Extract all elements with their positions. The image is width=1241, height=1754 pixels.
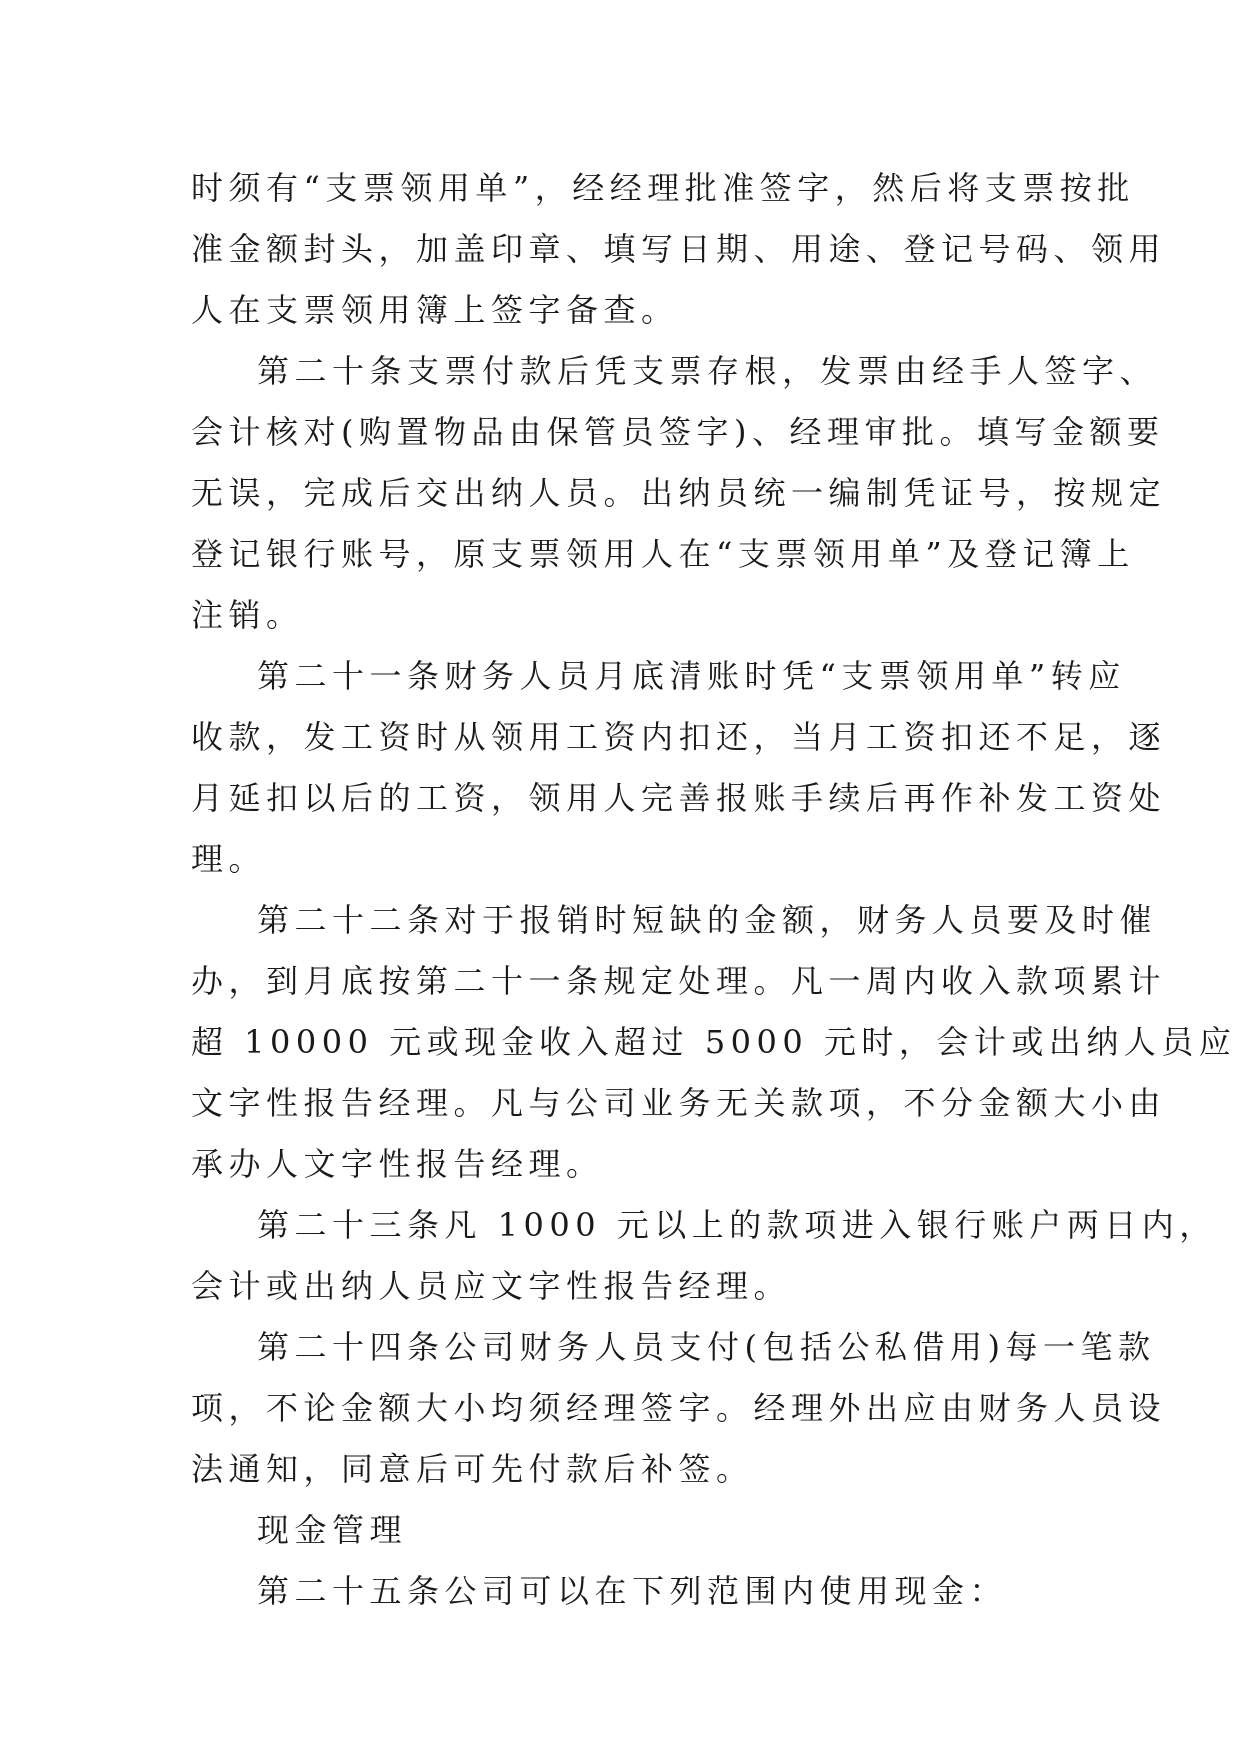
text-line: 项，不论金额大小均须经理签字。经理外出应由财务人员设 <box>191 1389 1167 1427</box>
text-line: 现金管理 <box>257 1511 408 1549</box>
text-line: 第二十一条财务人员月底清账时凭“支票领用单”转应 <box>257 657 1126 695</box>
text-line: 收款，发工资时从领用工资内扣还，当月工资扣还不足，逐 <box>191 718 1167 756</box>
text-line: 第二十五条公司可以在下列范围内使用现金： <box>257 1572 1008 1610</box>
text-line: 文字性报告经理。凡与公司业务无关款项，不分金额大小由 <box>191 1084 1167 1122</box>
text-line: 第二十二条对于报销时短缺的金额，财务人员要及时催 <box>257 901 1158 939</box>
text-line: 超 10000 元或现金收入超过 5000 元时，会计或出纳人员应 <box>191 1023 1237 1061</box>
text-line: 理。 <box>191 840 267 878</box>
document-body <box>191 158 1237 1622</box>
text-line: 法通知，同意后可先付款后补签。 <box>191 1450 754 1488</box>
text-line: 登记银行账号，原支票领用人在“支票领用单”及登记簿上 <box>191 535 1135 573</box>
text-line: 会计或出纳人员应文字性报告经理。 <box>191 1267 792 1305</box>
text-line: 办，到月底按第二十一条规定处理。凡一周内收入款项累计 <box>191 962 1167 1000</box>
text-line: 准金额封头，加盖印章、填写日期、用途、登记号码、领用 <box>191 230 1167 268</box>
text-line: 无误，完成后交出纳人员。出纳员统一编制凭证号，按规定 <box>191 474 1167 512</box>
text-line: 月延扣以后的工资，领用人完善报账手续后再作补发工资处 <box>191 779 1167 817</box>
text-line: 注销。 <box>191 596 304 634</box>
text-line: 承办人文字性报告经理。 <box>191 1145 604 1183</box>
text-line: 第二十三条凡 1000 元以上的款项进入银行账户两日内， <box>257 1206 1217 1244</box>
text-line: 第二十条支票付款后凭支票存根，发票由经手人签字、 <box>257 352 1158 390</box>
text-line: 第二十四条公司财务人员支付(包括公私借用)每一笔款 <box>257 1328 1156 1366</box>
text-line: 时须有“支票领用单”，经经理批准签字，然后将支票按批 <box>191 169 1135 207</box>
text-line: 人在支票领用簿上签字备查。 <box>191 291 679 329</box>
text-line: 会计核对(购置物品由保管员签字)、经理审批。填写金额要 <box>191 413 1165 451</box>
